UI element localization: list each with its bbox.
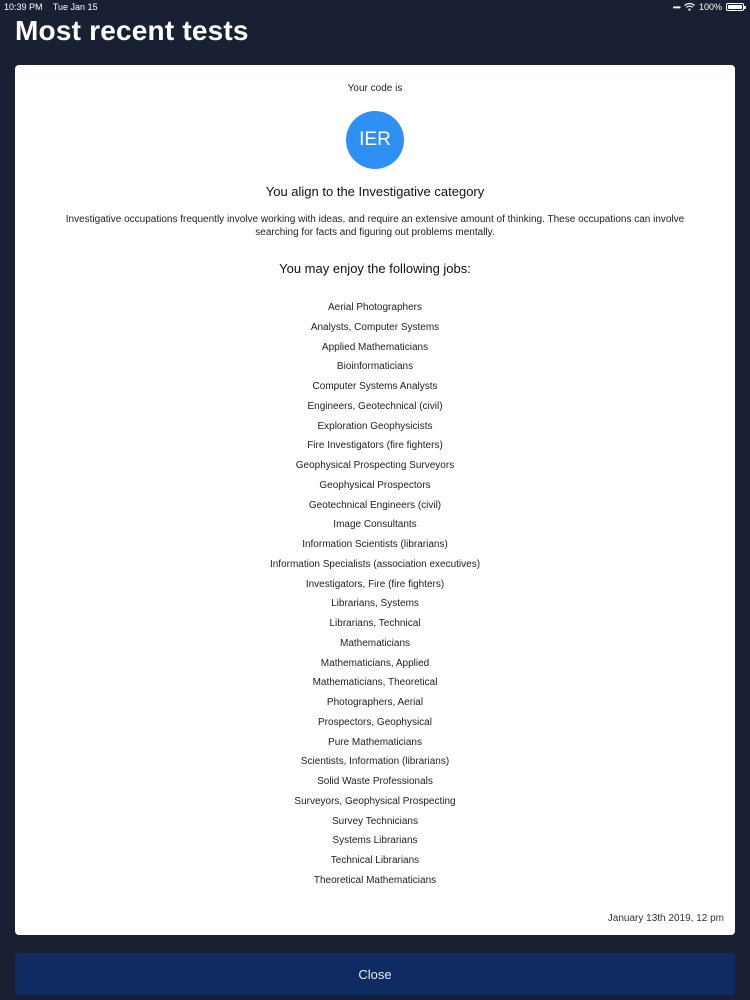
job-item: Image Consultants	[333, 519, 417, 531]
job-item: Librarians, Systems	[331, 598, 419, 610]
job-item: Mathematicians	[339, 637, 411, 649]
job-item: Photographers, Aerial	[326, 697, 424, 708]
job-item: Geotechnical Engineers (civil)	[308, 499, 442, 511]
job-item: Scientists, Information (librarians)	[300, 756, 450, 768]
status-date: Tue Jan 15	[52, 2, 98, 12]
job-item: Investigators, Fire (fire fighters)	[305, 578, 445, 590]
job-item: Information Specialists (association executives)	[269, 558, 481, 570]
close-button[interactable]: Close	[15, 953, 735, 995]
job-item: Computer Systems Analysts	[312, 381, 438, 392]
job-item: Information Scientists (librarians)	[302, 539, 448, 550]
job-item: Systems Librarians	[332, 835, 418, 847]
job-item: Applied Mathematicians	[321, 341, 429, 353]
battery-percent: 100%	[698, 2, 722, 12]
category-description: Investigative occupations frequently involve working with ideas, and require an extensive amount of thinking. These occupations can involve searching for facts and figuring out problems mentally.	[65, 214, 685, 238]
job-item: Aerial Photographers	[328, 302, 422, 313]
job-item: Technical Librarians	[330, 855, 420, 866]
job-item: Surveyors, Geophysical Prospecting	[294, 795, 456, 807]
job-item: Solid Waste Professionals	[317, 776, 433, 787]
status-right	[673, 2, 744, 12]
job-item: Prospectors, Geophysical	[318, 716, 432, 728]
job-item: Mathematicians, Theoretical	[312, 677, 438, 689]
job-item: Analysts, Computer Systems	[310, 321, 440, 333]
code-label: Your code is	[347, 83, 403, 94]
job-item: Survey Technicians	[332, 815, 418, 827]
jobs-list	[15, 298, 735, 891]
job-item: Librarians, Technical	[329, 618, 421, 629]
job-item: Bioinformaticians	[336, 361, 414, 373]
result-card	[15, 65, 735, 935]
job-item: Exploration Geophysicists	[317, 420, 433, 432]
test-timestamp: January 13th 2019, 12 pm	[607, 913, 724, 924]
category-heading: You align to the Investigative category	[265, 184, 485, 199]
page-title: Most recent tests	[15, 15, 249, 46]
job-item: Geophysical Prospecting Surveyors	[295, 460, 455, 471]
job-item: Mathematicians, Applied	[320, 657, 430, 669]
jobs-heading: You may enjoy the following jobs:	[279, 261, 471, 276]
status-bar	[0, 0, 750, 14]
job-item: Fire Investigators (fire fighters)	[307, 440, 443, 452]
job-item: Geophysical Prospectors	[319, 479, 431, 491]
status-left	[4, 2, 106, 12]
battery-icon	[726, 3, 744, 11]
job-item: Theoretical Mathematicians	[313, 874, 437, 886]
job-item: Engineers, Geotechnical (civil)	[307, 400, 443, 412]
code-badge: IER	[346, 111, 404, 169]
wifi-icon	[684, 3, 695, 11]
status-time: 10:39 PM	[4, 2, 43, 12]
job-item: Pure Mathematicians	[328, 736, 422, 748]
cellular-dots-icon: ••••	[672, 2, 680, 12]
